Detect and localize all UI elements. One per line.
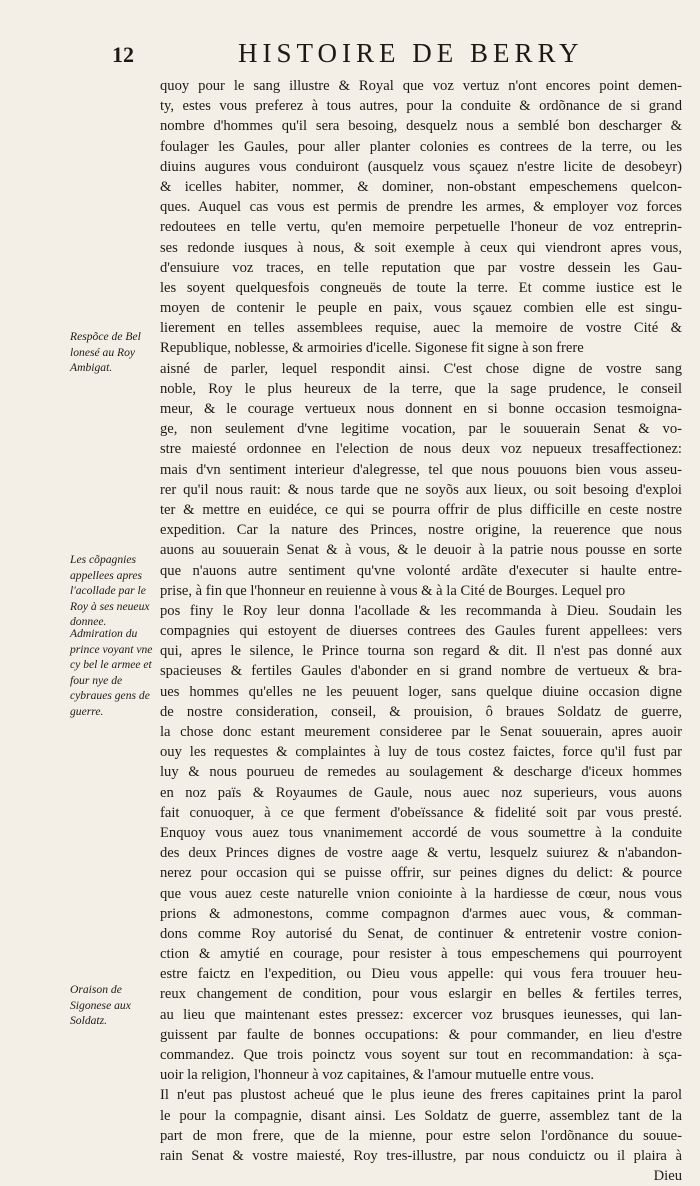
page-number: 12: [112, 42, 134, 67]
text-line: luy & nous pourueu de remedes au soulagement & descharge d'iceux hommes: [160, 764, 682, 781]
text-line: noble, Roy le plus heureux de la terre, que la sage prudence, le conseil: [160, 380, 682, 397]
text-line: Enquoy vous auez tous vnanimement accordé de vous soumettre à la conduite: [160, 824, 682, 841]
text-line: ty, estes vous preferez à tous autres, pour la conduite & ordõnance de si grand: [160, 98, 682, 115]
text-line: aisné de parler, lequel respondit ainsi. C'est chose digne de vostre sang: [160, 360, 682, 377]
text-line: nombre d'hommes qu'il sera besoing, desquelz nous a semblé bon descharger &: [160, 118, 682, 135]
text-line: prise, à fin que l'honneur en reuienne à vous & à la Cité de Bourges. Lequel pro: [160, 582, 626, 599]
text-line: estre faictz en l'expedition, ou Dieu vous appelle: qui vous fera trouuer heu-: [160, 966, 682, 983]
text-line: compagnies qui estoyent de diuerses contrees des Gaules furent appellees: vers: [160, 623, 682, 640]
text-line: des deux Princes dignes de vostre aage & vertu, lesquelz suiurez & n'abandon-: [160, 845, 682, 862]
text-line: part de mon frere, que de la mienne, pour estre selon l'ordõnance du souue-: [160, 1127, 682, 1144]
text-line: ction & amytié en courage, pour resister à tous empeschemens qui pourroyent: [160, 946, 682, 963]
text-line: ues hommes qu'elles ne les peuuent loger, sans quelque diuine occasion digne: [160, 683, 682, 700]
text-line: meur, & le courage vertueux nous donnent en si bonne occasion tesmoigna-: [160, 401, 682, 417]
text-line: qui, apres le silence, le Prince tourna son regard & dit. Il n'est pas donné aux: [160, 643, 682, 660]
text-line: ques. Auquel cas vous est permis de prendre les armes, & employer voz forces: [160, 199, 682, 216]
text-line: fait conuoquer, à ce que ferment d'obeïssance & fidelité soit par vous presté.: [160, 804, 682, 821]
text-line: le pour la compagnie, disant ainsi. Les Soldatz de guerre, assemblez tant de la: [160, 1107, 682, 1124]
margin-note: Les cõpagnies appellees apres l'acollade par le Roy à ses neueux donnee.: [70, 553, 150, 628]
text-line: ter & mettre en euidéce, ce qui se pourra offrir de plus difficille en ceste nostre: [160, 501, 682, 518]
text-line: commandez. Que trois poinctz vous soyent sur tout en recommandation: à sça-: [160, 1047, 682, 1063]
text-line: auons au souuerain Senat & à vous, & le deuoir à la patrie nous pousse en sorte: [160, 542, 682, 559]
text-line: stre maiesté ordonnee en l'election de nous deux voz nepueux tresaffectionez:: [160, 441, 682, 458]
text-line: moyen de contenir le peuple en paix, vous sçauez combien elle est singu-: [160, 300, 682, 317]
text-line: au lieu que maintenant estes pressez: excercer voz brusques ieunesses, qui lan-: [160, 1006, 682, 1023]
page-header: [0, 36, 700, 76]
text-line: prions & admonestons, comme compagnon d'armes auec vous, & comman-: [160, 905, 682, 922]
text-line: Republique, noblesse, & armoiries d'icelle. Sigonese fit signe à son frere: [160, 340, 584, 357]
body-text: [160, 76, 682, 1186]
text-line: mais d'vn sentiment interieur d'alegresse, tel que nous pouuons bien vous asseu-: [160, 461, 682, 478]
text-line: spacieuses & fertiles Gaules d'abonder en si grand nombre de vertueux & bra-: [160, 663, 682, 680]
text-line: ouy les requestes & complaintes à luy de tous costez faictes, force qu'il fust par: [160, 744, 682, 761]
text-line: redoutees en telle vertu, qu'en memoire perpetuelle l'honeur de voz entreprin-: [160, 219, 682, 236]
text-line: la chose donc estant meurement consideree par le Senat souuerain, apres auoir: [160, 724, 682, 740]
text-line: rain Senat & vostre maiesté, Roy tres-illustre, par nous conduictz ou il plaira à: [160, 1147, 682, 1164]
text-line: diuins augures vous conduiront (ausquelz vous sçauez n'estre licite de desobeyr): [160, 158, 682, 175]
text-line: en noz païs & Royaumes de Gaule, nous auec noz superieurs, vous auons: [160, 784, 682, 801]
text-line: Il n'eut pas plustost acheué que le plus ieune des freres capitaines print la parol: [160, 1087, 682, 1104]
text-line: reux changement de condition, pour vous eslargir en belles & fertiles terres,: [160, 986, 682, 1003]
text-line: que n'auons autre sentiment qu'vne volonté ardãte d'executer si haulte entre-: [160, 562, 682, 579]
text-line: foulager les Gaules, pour aller planter colonies es contrees de la terre, ou les: [160, 138, 682, 155]
text-line: ge, non seulement d'vne legitime vocation, par le souuerain Senat & vo-: [160, 421, 682, 438]
running-title: HISTOIRE DE BERRY: [238, 38, 584, 68]
text-line: nerez pour occasion qui se puisse offrir, sur peines dignes du delict: & pource: [160, 865, 682, 882]
text-line: & icelles habiter, nommer, & dominer, non-obstant empeschemens quelcon-: [160, 178, 682, 195]
text-line: d'ensuiure voz traces, en telle reputation que par vostre dessein les Gau-: [160, 259, 682, 276]
text-line: expedition. Car la nature des Princes, nostre origine, la reuerence que nous: [160, 522, 682, 539]
text-line: que vous auez ceste naturelle vnion coniointe à la hardiesse de cœur, nous vous: [160, 885, 682, 902]
text-line: ses redonde iusques à nous, & soit exemple à ceux qui viendront apres vous,: [160, 239, 682, 256]
text-line: pos finy le Roy leur donna l'acollade & les recommanda à Dieu. Soudain les: [160, 602, 682, 619]
text-line: de nostre consideration, conseil, & prouision, ô braues Soldatz de guerre,: [160, 703, 682, 720]
text-line: dons comme Roy autorisé du Senat, de continuer & entretenir vostre conion-: [160, 925, 682, 942]
margin-note: Oraison de Sigonese aux Soldatz.: [70, 983, 131, 1027]
text-line: rer qu'il nous rauit: & nous tarde que ne soyõs aux lieux, ou soit besoing d'exploi: [160, 481, 682, 498]
text-line: quoy pour le sang illustre & Royal que voz vertuz n'ont encores point demen-: [160, 78, 682, 94]
margin-note: Admiration du prince voyant vne cy bel le armee et four nye de cybraues gens de guerre.: [70, 627, 153, 718]
text-line: les soyent quelquesfois congneuës de toute la terre. Et comme iustice est le: [160, 279, 682, 296]
text-line: guissent par faulte de bonnes occupations: & pour commander, en lieu d'estre: [160, 1026, 682, 1043]
text-line: lierement en telles assemblees requise, auec la memoire de vostre Cité &: [160, 320, 682, 337]
margin-note: Respõce de Bel lonesé au Roy Ambigat.: [70, 330, 141, 374]
text-line: uoir la religion, l'honneur à voz capitaines, & l'amour mutuelle entre vous.: [160, 1067, 595, 1084]
text-line: Dieu: [653, 1168, 682, 1185]
